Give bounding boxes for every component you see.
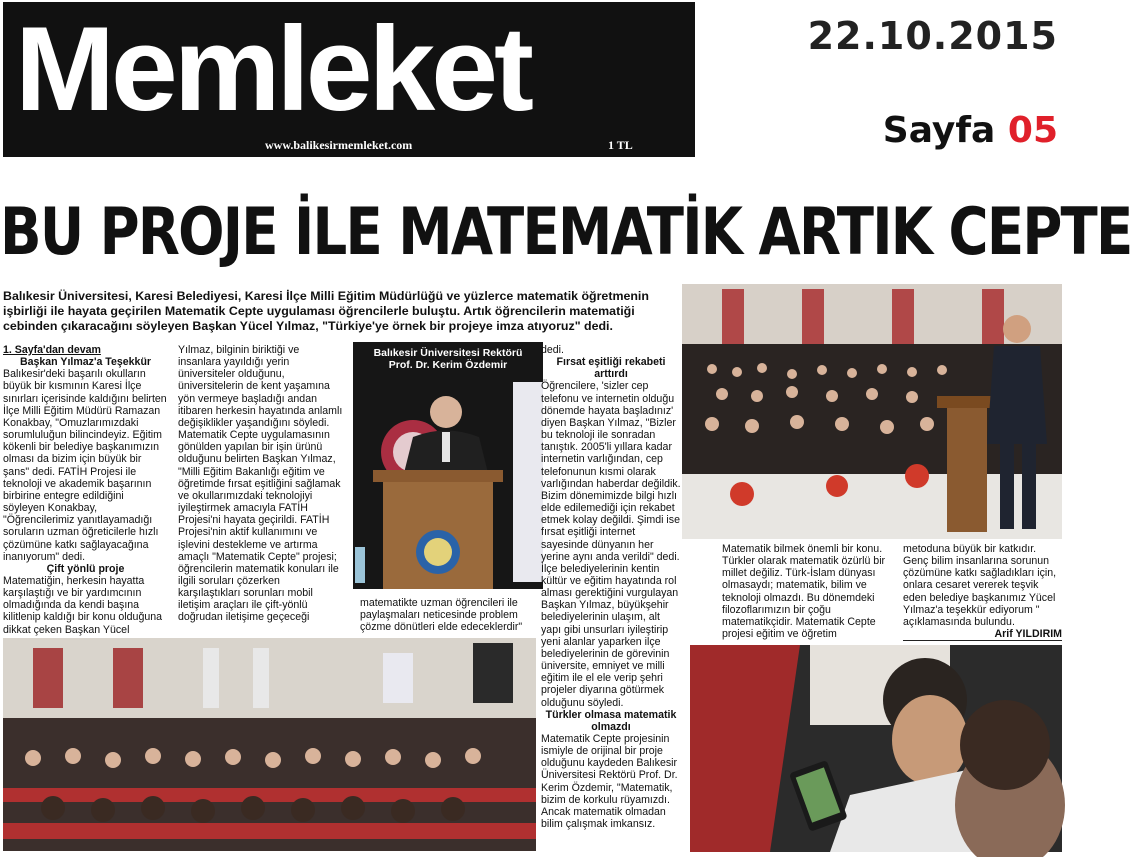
caption-line: Prof. Dr. Kerim Özdemir: [388, 359, 508, 371]
conference-hall-photo: [682, 284, 1062, 539]
subheading: Fırsat eşitliği rekabeti arttırdı: [556, 356, 666, 381]
caption-line: Balıkesir Üniversitesi Rektörü: [373, 347, 523, 359]
rector-caption: [353, 347, 543, 371]
paragraph: Matematik bilmek önemli bir konu. Türkler olarak matematik özürlü bir millet değiliz. Türk-İslam dünyası olmasaydı; matematik, bilim ve teknoloji olmazdı. Bu dönemdeki filozoflarımızın bir çoğu matematikçidir. Matematik Cepte projesi eğitim ve öğretim: [722, 543, 886, 641]
article-column-3: [541, 344, 681, 830]
article-headline: BU PROJE İLE MATEMATİK ARTIK CEPTE: [0, 193, 1132, 270]
rector-illustration: [353, 342, 543, 589]
rector-photo: [353, 342, 543, 589]
auditorium-illustration: [3, 638, 536, 851]
paragraph: Öğrencilere, 'sizler cep telefonu ve internetin olduğu dönemde hayata başladınız' diyen Başkan Yılmaz, "Bizler bu teknoloji ile sonradan tanıştık. 2005'li yıllara kadar internetin varlığından, cep telefonunun kısmi olarak varlığından haberdar değildik. Bizim dönemimizde bilgi hızlı elde edilemediği için rekabet etmek kolay değildi. Şimdi ise fırsat eşitliği internet sayesinde dünyanın her yerine aynı anda verildi" dedi.: [541, 380, 681, 563]
paragraph: Yılmaz, bilginin biriktiği ve insanlara yayıldığı yerin üniversiteler olduğunu, üniversitelerin de kent yaşamına yön vermeye başladığı andan itibaren herkesin hayatında anlamlı değişiklikler yaşandığını söyledi.: [178, 344, 343, 429]
paragraph: Matematik Cepte uygulamasının gönülden yapılan bir işin ürünü olduğunu belirten Başkan Yılmaz, "Milli Eğitim Bakanlığı eğitim ve öğretimde fırsat eşitliğini sağlamak ve okullarımızdaki teknolojiyi iyileştirmek amacıyla FATİH Projesi'ni hayata geçirildi. FATİH Projesi'nin aktif kullanımını ve işlevini destekleme ve artırma amaçlı "Matematik Cepte" projesi; öğrencilerin matematik konuları ile ilgili soruları çözerken karşılaştıkları sorunları mobil iletişim araçları ile çift-yönlü doğrudan iletişime geçeceği: [178, 429, 341, 624]
author-name: Arif YILDIRIM: [994, 628, 1062, 641]
subheading: Başkan Yılmaz'a Teşekkür: [19, 356, 152, 369]
article-column-1: [3, 344, 168, 636]
article-column-4: [722, 543, 887, 640]
website-url: www.balikesirmemleket.com: [265, 138, 413, 152]
article-column-5: [903, 543, 1062, 641]
article-column-2b: [360, 597, 540, 633]
students-photo: [690, 645, 1062, 852]
page-number: [883, 110, 1058, 151]
paragraph: Matematiğin, herkesin hayatta karşılaştığı ve bir yardımcının olmadığında da kendi başına kilitlenip kaldığı bir konu olduğuna dikkat çeken Başkan Yücel: [3, 574, 163, 636]
article-lead: Balıkesir Üniversitesi, Karesi Belediyesi, Karesi İlçe Milli Eğitim Müdürlüğü ve yüzlerce matematik öğretmenin işbirliği ile hayata geçirilen Matematik Cepte uygulaması öğrencilerle buluştu. Artık öğrencilerin matematiği cebinden çıkaracağını söyleyen Başkan Yücel Yılmaz, "Türkiye'ye örnek bir projeye imza atıyoruz" dedi.: [3, 289, 649, 333]
paragraph: metoduna büyük bir katkıdır. Genç bilim insanlarına sorunun çözümüne katkı sağladıkları için, onlara cesaret vererek teşvik eden belediye başkanımız Yücel Yılmaz'a teşekkür ediyorum " açıklamasında bulundu.: [903, 543, 1057, 628]
page-num: 05: [1007, 110, 1058, 151]
conference-hall-illustration: [682, 284, 1062, 539]
students-illustration: [690, 645, 1062, 852]
author-rule: [903, 640, 1062, 641]
newspaper-logo: Memleket: [15, 2, 530, 136]
subheading: Çift yönlü proje: [46, 562, 125, 575]
price-label: 1 TL: [608, 138, 633, 152]
paragraph: matematikte uzman öğrencileri ile paylaşmaları neticesinde problem çözme dönütleri elde edeceklerdir": [360, 597, 523, 634]
page-word: Sayfa: [882, 110, 996, 151]
paragraph: İlçe belediyelerinin kentin kültür ve eğitim hayatında rol alması gerektiğini vurgulayan Başkan Yılmaz, büyükşehir belediyelerinin ulaşım, alt yapı gibi unsurları iyileştirip yeni alanlar yaparken ilçe belediyelerinin de görevinin üniversite, emniyet ve milli eğitim ile el ele verip şehri projeler diyarına götürmek olduğunu söyledi.: [541, 562, 679, 709]
article-column-2: [178, 344, 344, 624]
masthead-banner: [3, 2, 695, 157]
continued-note: 1. Sayfa'dan devam: [3, 344, 101, 356]
paragraph: Balıkesir'deki başarılı okulların büyük bir kısmının Karesi İlçe sınırları içerisinde kaldığını belirten İlçe Milli Eğitim Müdürü Ramazan Konakbay, "Omuzlarımızdaki sorumluluğun bilincindeyiz. Eğitim kökenli bir belediye başkanımızın olması da bizim için büyük bir şans" dedi. FATİH Projesi ile teknoloji ve akademik başarının birbirine entegre edildiğini söyleyen Konakbay, "Öğrencilerimiz yanıtlayamadığı soruların uzman öğreticilerle hızlı çözümüne katkı sağlayacağına inanıyorum" dedi.: [3, 368, 167, 563]
paragraph: Matematik Cepte projesinin ismiyle de orijinal bir proje olduğunu kaydeden Balıkesir Üniversitesi Rektörü Prof. Dr. Kerim Özdemir, "Matematik, bizim de korkulu rüyamızdı. Ancak matematik olmadan bilim çalışmak imkansız.: [541, 733, 678, 831]
paragraph: dedi.: [541, 344, 564, 356]
subheading: Türkler olmasa matematik olmazdı: [545, 708, 677, 733]
auditorium-photo: [3, 638, 536, 851]
issue-date: 22.10.2015: [807, 14, 1058, 58]
